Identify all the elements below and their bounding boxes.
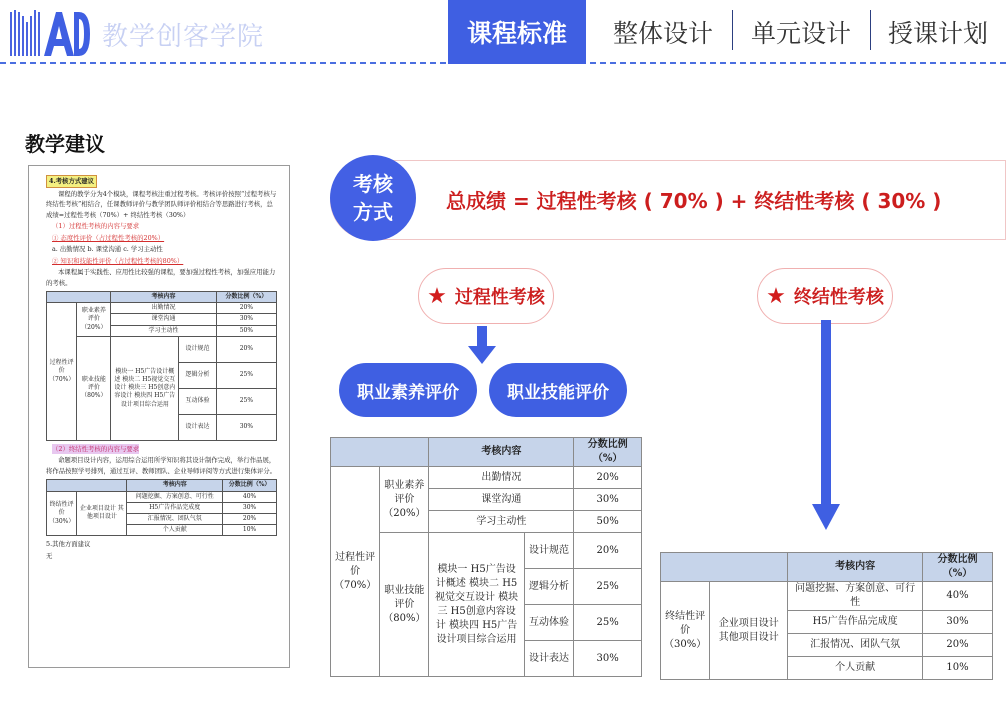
doc-col-content: 考核内容	[111, 292, 216, 303]
table-cell: 50%	[574, 511, 642, 533]
doc-cell: 20%	[216, 303, 276, 314]
col-content: 考核内容	[429, 438, 574, 467]
modules-cell: 模块一 H5广告设计概述 模块二 H5视觉交互设计 模块三 H5创意内容设计 模块四 H5广告设计项目综合运用	[429, 533, 524, 677]
table-cell: 30%	[574, 641, 642, 677]
doc-group: 过程性评价（70%）	[47, 303, 77, 441]
doc-final-table	[46, 479, 277, 536]
table-cell: 汇报情况、团队气氛	[788, 634, 923, 657]
doc-cell: 20%	[216, 336, 276, 362]
skill-group-cell: 职业技能评价（80%）	[380, 533, 429, 677]
header-bar	[0, 0, 1006, 64]
nav-tab-teaching-plan[interactable]: 授课计划	[870, 0, 1006, 64]
col-pct: 分数比例（%）	[923, 553, 993, 582]
final-assessment-label	[757, 268, 893, 324]
process-group-cell: 过程性评价（70%）	[331, 467, 380, 677]
doc-cell: 30%	[223, 502, 277, 513]
formula-text: 总成绩 = 过程性考核 ( 70% ) + 终结性考核 ( 30% )	[446, 189, 942, 213]
doc-cell: 30%	[216, 414, 276, 440]
doc-cell: 50%	[216, 325, 276, 336]
doc-cell: H5广告作品完成度	[127, 502, 223, 513]
doc-quality-group: 职业素养评价（20%）	[77, 303, 111, 337]
final-group-cell: 终结性评价（30%）	[661, 582, 710, 680]
section-title: 教学建议	[25, 132, 105, 156]
doc-heading: 4.考核方式建议	[46, 175, 97, 188]
doc-cell: 25%	[216, 388, 276, 414]
doc-final-project: 企业项目设计 其他项目设计	[77, 491, 127, 536]
formula-badge: 考核方式	[330, 155, 416, 241]
doc-cell: 问题挖掘、方案创意、可行性	[127, 491, 223, 502]
doc-col-pct: 分数比例（%）	[223, 480, 277, 491]
col-pct: 分数比例（%）	[574, 438, 642, 467]
process-assessment-table	[330, 437, 642, 677]
doc-final-group: 终结性评价（30%）	[47, 491, 77, 536]
doc-item1: ① 态度性评价（占过程性考核的20%）	[52, 233, 165, 242]
col-content: 考核内容	[788, 553, 923, 582]
doc-intro: 课程的教学分为4个模块，课程考核注重过程考核。考核评价按照“过程考核与终结性考核”相结合，任课教师评价与教学团队师评价相结合等思路进行考核，总成绩=过程性考核（70%）+ 终结性考核（30%）	[46, 189, 277, 219]
doc-cell: 个人贡献	[127, 525, 223, 536]
doc-footer1: 5.其他方面建议	[46, 540, 91, 549]
table-cell: 互动体验	[524, 605, 574, 641]
table-cell: 20%	[574, 533, 642, 569]
nav-tab-unit-design[interactable]: 单元设计	[732, 0, 870, 64]
doc-process-table	[46, 291, 277, 441]
table-cell: 出勤情况	[429, 467, 574, 489]
doc-cell: 40%	[223, 491, 277, 502]
table-cell: H5广告作品完成度	[788, 611, 923, 634]
doc-cell: 逻辑分析	[179, 362, 216, 388]
table-cell: 个人贡献	[788, 657, 923, 680]
document-page	[28, 165, 290, 668]
table-cell: 25%	[574, 569, 642, 605]
doc-modules: 模块一 H5广告设计概述 模块二 H5视觉交互设计 模块三 H5创意内容设计 模块四 H5广告设计项目综合运用	[111, 336, 179, 440]
table-cell: 问题挖掘、方案创意、可行性	[788, 582, 923, 611]
process-assessment-label	[418, 268, 554, 324]
table-cell: 10%	[923, 657, 993, 680]
doc-cell: 课堂沟通	[111, 314, 216, 325]
table-cell: 40%	[923, 582, 993, 611]
doc-item1-detail: a. 出勤情况 b. 课堂沟通 c. 学习主动性	[52, 245, 163, 253]
doc-cell: 10%	[223, 525, 277, 536]
star-icon: ★	[427, 283, 447, 309]
doc-item2-detail: 本课程属于实践性、应用性比较强的课程，要加强过程性考核，加强应用能力的考核。	[46, 268, 276, 287]
table-cell: 学习主动性	[429, 511, 574, 533]
doc-cell: 出勤情况	[111, 303, 216, 314]
nav-tab-course-standard[interactable]: 课程标准	[448, 0, 586, 64]
doc-item2: ② 知识和技能性评价（占过程性考核的80%）	[52, 256, 184, 265]
doc-cell: 学习主动性	[111, 325, 216, 336]
doc-cell: 互动体验	[179, 388, 216, 414]
final-assessment-table	[660, 552, 993, 680]
doc-skill-group: 职业技能评价（80%）	[77, 336, 111, 440]
nav-tab-overall-design[interactable]: 整体设计	[612, 19, 713, 48]
arrow-down-long-icon	[810, 320, 842, 532]
doc-cell: 设计表达	[179, 414, 216, 440]
quality-eval-button[interactable]: 职业素养评价	[339, 363, 477, 417]
quality-group-cell: 职业素养评价（20%）	[380, 467, 429, 533]
table-cell: 30%	[923, 611, 993, 634]
doc-sub1: （1）过程性考核的内容与要求	[52, 222, 140, 230]
table-cell: 20%	[574, 467, 642, 489]
logo-text: 教学创客学院	[102, 22, 265, 52]
doc-cell: 汇报情况、团队气氛	[127, 513, 223, 524]
table-cell: 设计表达	[524, 641, 574, 677]
table-cell: 25%	[574, 605, 642, 641]
doc-cell: 30%	[216, 314, 276, 325]
logo-mark-icon	[10, 8, 90, 58]
star-icon: ★	[766, 283, 786, 309]
table-cell: 逻辑分析	[524, 569, 574, 605]
doc-cell: 20%	[223, 513, 277, 524]
doc-cell: 设计规范	[179, 336, 216, 362]
table-cell: 课堂沟通	[429, 489, 574, 511]
doc-col-pct: 分数比例（%）	[216, 292, 276, 303]
doc-sub2: （2）终结性考核的内容与要求	[52, 444, 140, 453]
doc-col-content: 考核内容	[127, 480, 223, 491]
table-cell: 设计规范	[524, 533, 574, 569]
top-nav	[448, 0, 1006, 64]
skill-eval-button[interactable]: 职业技能评价	[489, 363, 627, 417]
doc-footer2: 无	[46, 551, 53, 560]
project-cell: 企业项目设计 其他项目设计	[710, 582, 788, 680]
table-cell: 20%	[923, 634, 993, 657]
arrow-down-icon	[466, 326, 498, 366]
process-assessment-text: 过程性考核	[454, 287, 545, 308]
doc-sub2-detail: 命题项目设计内容，运用综合运用所学知识将其设计制作完成，举行作品展，将作品按照学号排列，通过互评、教师团队、企业导师评阅等方式进行集体评分。	[46, 456, 277, 475]
table-cell: 30%	[574, 489, 642, 511]
doc-cell: 25%	[216, 362, 276, 388]
final-assessment-text: 终结性考核	[793, 287, 884, 308]
